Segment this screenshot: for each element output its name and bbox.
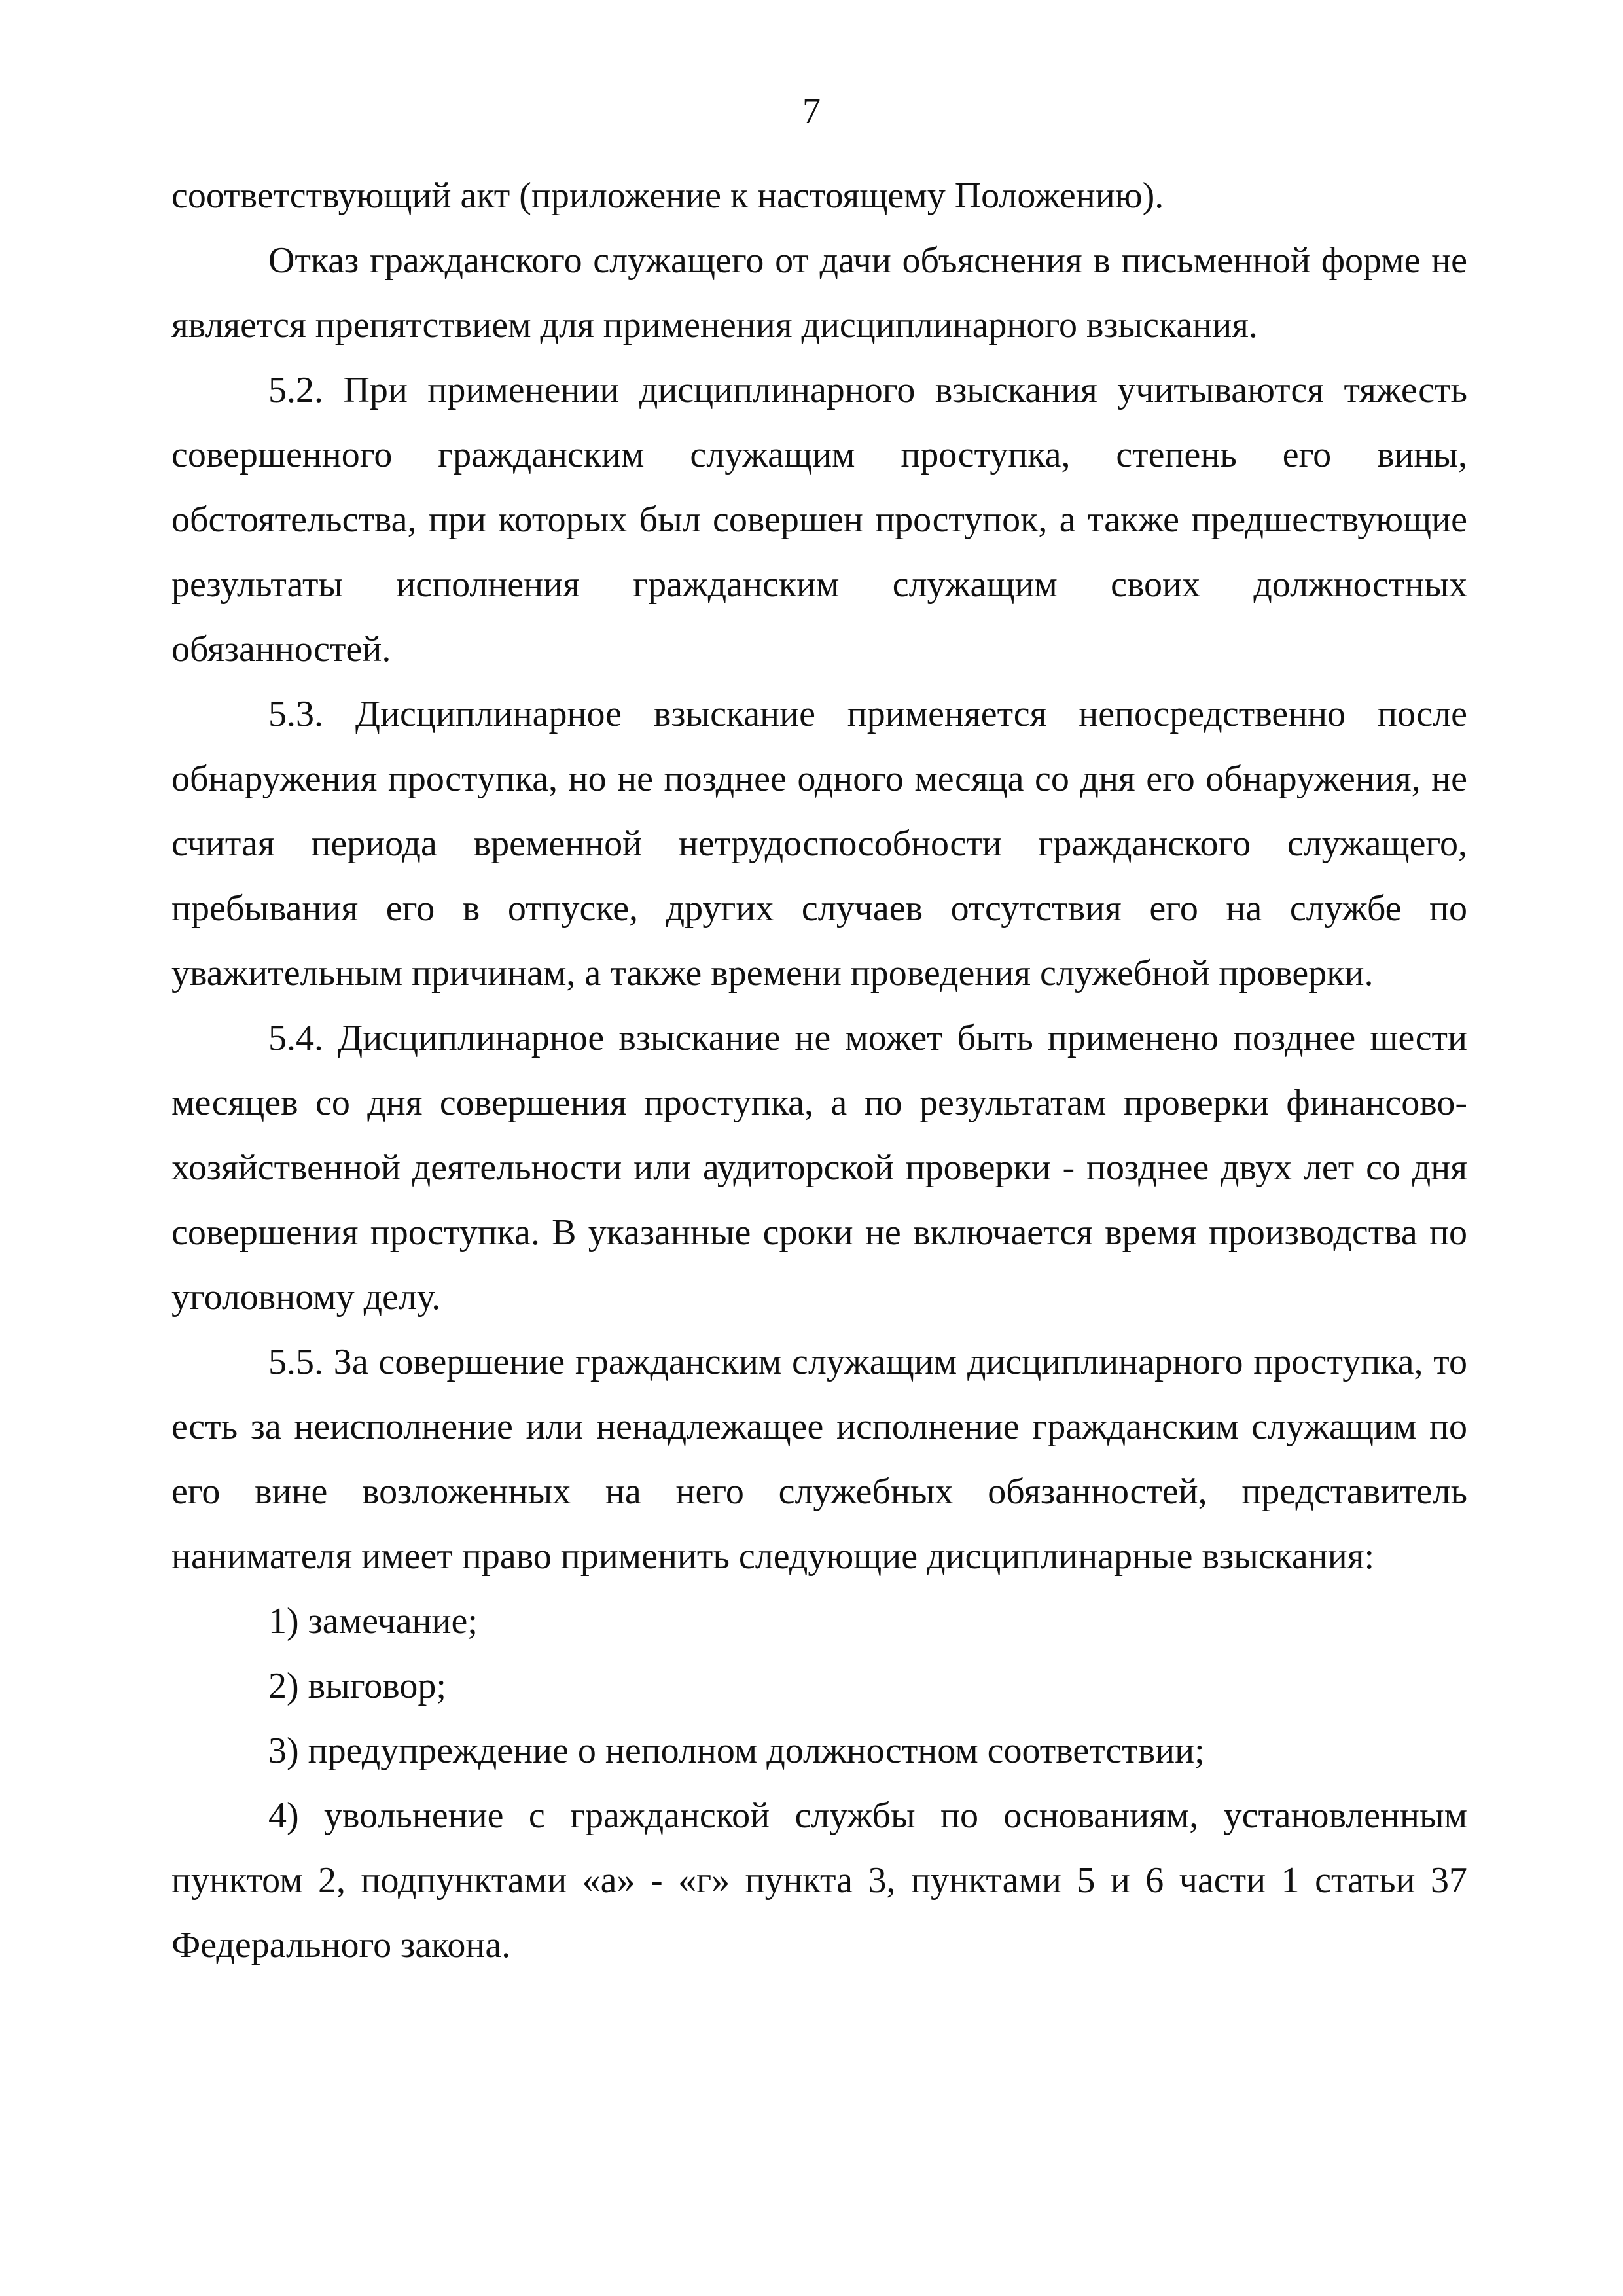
paragraph-refusal: Отказ гражданского служащего от дачи объяснения в письменной форме не является препятствием для применения дисциплинарного взыскания. xyxy=(171,240,1467,346)
page-number: 7 xyxy=(802,91,821,132)
paragraph-continuation: соответствующий акт (приложение к настоящему Положению). xyxy=(171,175,1164,216)
list-item-reprimand: 2) выговор; xyxy=(268,1666,446,1706)
paragraph-5-3: 5.3. Дисциплинарное взыскание применяется непосредственно после обнаружения проступка, но не позднее одного месяца со дня его обнаружения, не считая периода временной нетрудоспособности гражданского служащего, пребывания его в отпуске, других случаев отсутствия его на службе по уважительным причинам, а также времени проведения служебной проверки. xyxy=(171,694,1467,994)
list-item-remark: 1) замечание; xyxy=(268,1601,478,1641)
paragraph-5-4: 5.4. Дисциплинарное взыскание не может быть применено позднее шести месяцев со дня совершения проступка, а по результатам проверки финансово-хозяйственной деятельности или аудиторской проверки - позднее двух лет со дня совершения проступка. В указанные сроки не включается время производства по уголовному делу. xyxy=(171,1018,1467,1318)
list-item-dismissal: 4) увольнение с гражданской службы по основаниям, установленным пунктом 2, подпунктами «а» - «г» пункта 3, пунктами 5 и 6 части 1 статьи 37 Федерального закона. xyxy=(171,1795,1467,1965)
list-item-warning: 3) предупреждение о неполном должностном соответствии; xyxy=(268,1731,1205,1771)
document-body xyxy=(171,164,1467,1978)
paragraph-5-2: 5.2. При применении дисциплинарного взыскания учитываются тяжесть совершенного гражданским служащим проступка, степень его вины, обстоятельства, при которых был совершен проступок, а также предшествующие результаты исполнения гражданским служащим своих должностных обязанностей. xyxy=(171,370,1467,670)
paragraph-5-5: 5.5. За совершение гражданским служащим дисциплинарного проступка, то есть за неисполнение или ненадлежащее исполнение гражданским служащим по его вине возложенных на него служебных обязанностей, представитель нанимателя имеет право применить следующие дисциплинарные взыскания: xyxy=(171,1342,1467,1577)
